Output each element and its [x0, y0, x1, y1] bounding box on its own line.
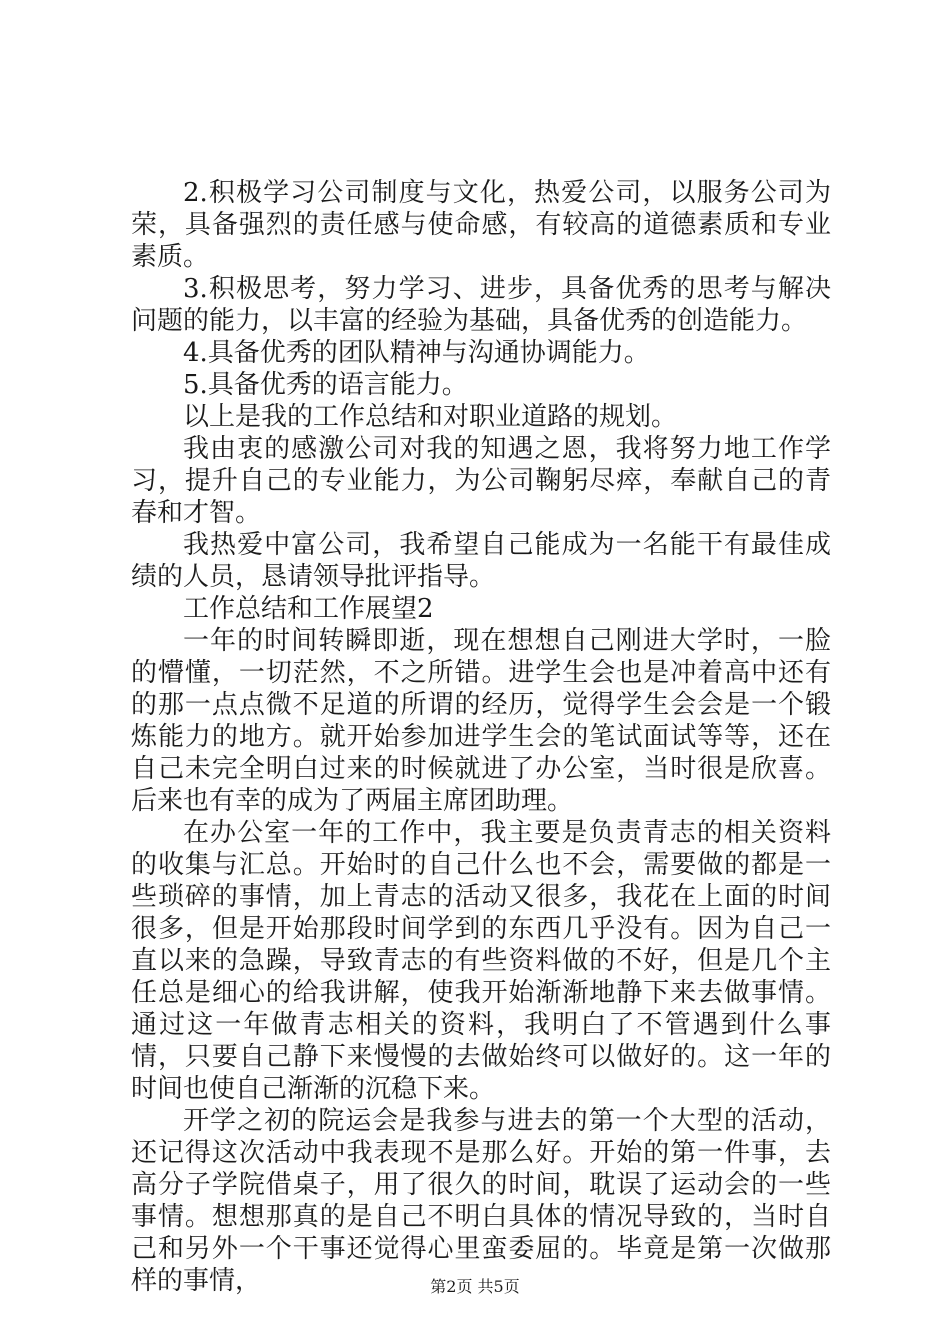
paragraph: 我由衷的感激公司对我的知遇之恩，我将努力地工作学习，提升自己的专业能力，为公司鞠躬尽瘁，奉献自己的青春和才智。 [131, 434, 831, 528]
paragraph: 5.具备优秀的语言能力。 [183, 370, 468, 400]
document-body [131, 177, 831, 1297]
paragraph: 一年的时间转瞬即逝，现在想想自己刚进大学时，一脸的懵懂，一切茫然，不之所错。进学生会也是冲着高中还有的那一点点微不足道的所谓的经历，觉得学生会会是一个锻炼能力的地方。就开始参加进学生会的笔试面试等等，还在自己未完全明白过来的时候就进了办公室，当时很是欣喜。后来也有幸的成为了两届主席团助理。 [131, 626, 831, 816]
paragraph: 我热爱中富公司，我希望自己能成为一名能干有最佳成绩的人员，恳请领导批评指导。 [131, 530, 831, 592]
paragraph: 开学之初的院运会是我参与进去的第一个大型的活动，还记得这次活动中我表现不是那么好。开始的第一件事，去高分子学院借桌子，用了很久的时间，耽误了运动会的一些事情。想想那真的是自己不明白具体的情况导致的，当时自己和另外一个干事还觉得心里蛮委屈的。毕竟是第一次做那样的事情， [131, 1106, 831, 1296]
section-heading: 工作总结和工作展望2 [183, 594, 434, 624]
paragraph: 2.积极学习公司制度与文化，热爱公司，以服务公司为荣，具备强烈的责任感与使命感，有较高的道德素质和专业素质。 [131, 178, 831, 272]
paragraph: 以上是我的工作总结和对职业道路的规划。 [183, 402, 678, 432]
paragraph: 在办公室一年的工作中，我主要是负责青志的相关资料的收集与汇总。开始时的自己什么也不会，需要做的都是一些琐碎的事情，加上青志的活动又很多，我花在上面的时间很多，但是开始那段时间学到的东西几乎没有。因为自己一直以来的急躁，导致青志的有些资料做的不好，但是几个主任总是细心的给我讲解，使我开始渐渐地静下来去做事情。通过这一年做青志相关的资料，我明白了不管遇到什么事情，只要自己静下来慢慢的去做始终可以做好的。这一年的时间也使自己渐渐的沉稳下来。 [131, 818, 831, 1104]
paragraph: 3.积极思考，努力学习、进步，具备优秀的思考与解决问题的能力，以丰富的经验为基础，具备优秀的创造能力。 [131, 274, 831, 336]
paragraph: 4.具备优秀的团队精神与沟通协调能力。 [183, 338, 650, 368]
page-number-footer: 第2页 共5页 [430, 1277, 520, 1296]
